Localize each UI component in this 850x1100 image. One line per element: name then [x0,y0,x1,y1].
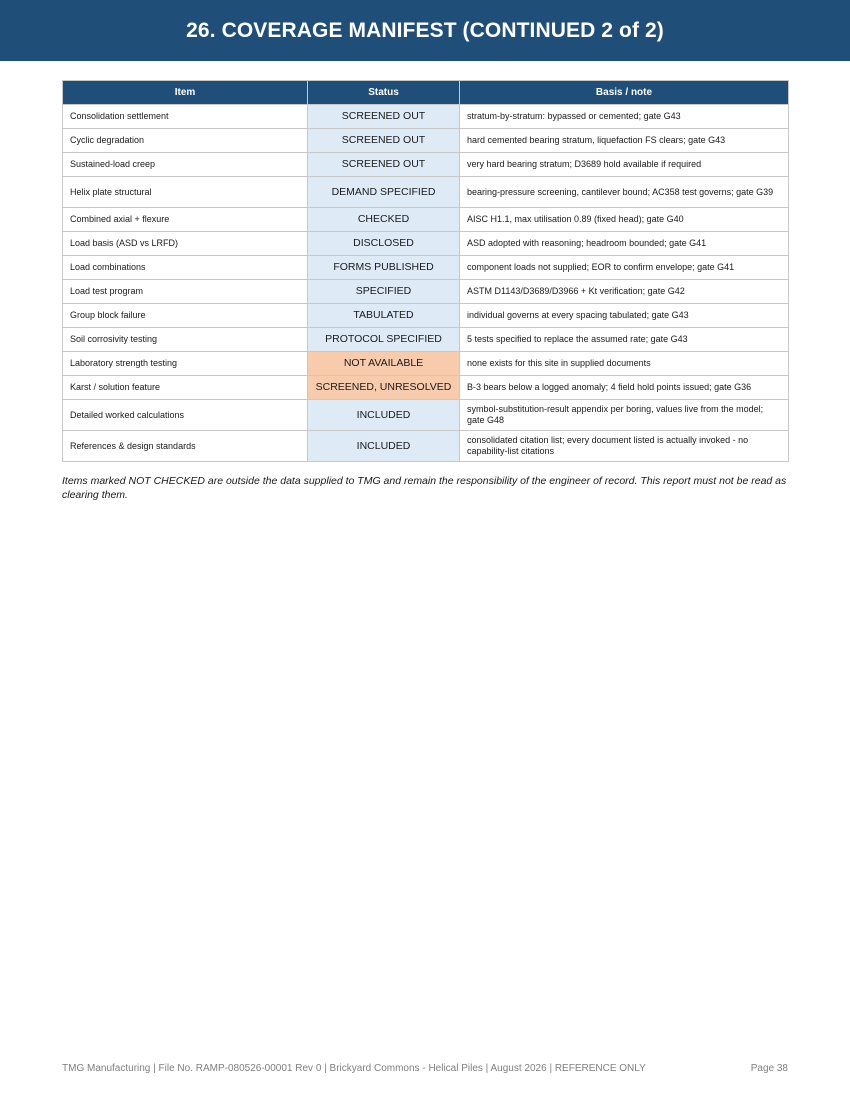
cell-note: B-3 bears below a logged anomaly; 4 field hold points issued; gate G36 [460,376,789,400]
cell-note: none exists for this site in supplied documents [460,352,789,376]
cell-status: SCREENED OUT [308,105,460,129]
cell-item: Consolidation settlement [63,105,308,129]
table-row [63,352,789,376]
table-row [63,376,789,400]
cell-status: INCLUDED [308,431,460,462]
cell-status: DISCLOSED [308,232,460,256]
cell-item: Load basis (ASD vs LRFD) [63,232,308,256]
cell-item: Detailed worked calculations [63,400,308,431]
coverage-manifest-table [62,80,789,462]
cell-item: Group block failure [63,304,308,328]
cell-status: PROTOCOL SPECIFIED [308,328,460,352]
table-header-row [63,81,789,105]
table-row [63,105,789,129]
cell-item: Laboratory strength testing [63,352,308,376]
table-row [63,153,789,177]
cell-note: AISC H1.1, max utilisation 0.89 (fixed head); gate G40 [460,208,789,232]
cell-note: very hard bearing stratum; D3689 hold available if required [460,153,789,177]
cell-item: Combined axial + flexure [63,208,308,232]
table-row [63,177,789,208]
cell-note: ASTM D1143/D3689/D3966 + Kt verification; gate G42 [460,280,789,304]
table-row [63,208,789,232]
cell-note: consolidated citation list; every document listed is actually invoked - no capability-list citations [460,431,789,462]
cell-status: FORMS PUBLISHED [308,256,460,280]
cell-status: SPECIFIED [308,280,460,304]
table-row [63,304,789,328]
cell-note: component loads not supplied; EOR to confirm envelope; gate G41 [460,256,789,280]
table-row [63,328,789,352]
cell-status-warning: SCREENED, UNRESOLVED [308,376,460,400]
cell-item: Karst / solution feature [63,376,308,400]
cell-status: TABULATED [308,304,460,328]
cell-item: Soil corrosivity testing [63,328,308,352]
table-row [63,232,789,256]
cell-note: symbol-substitution-result appendix per boring, values live from the model; gate G48 [460,400,789,431]
cell-item: Load combinations [63,256,308,280]
column-header-basis-note: Basis / note [460,81,789,105]
cell-item: Load test program [63,280,308,304]
footnote: Items marked NOT CHECKED are outside the data supplied to TMG and remain the responsibility of the engineer of record. This report must not be read as clearing them. [62,475,787,501]
table-row [63,431,789,462]
column-header-status: Status [308,81,460,105]
table-row [63,129,789,153]
cell-status: INCLUDED [308,400,460,431]
footer-document-info: TMG Manufacturing | File No. RAMP-080526-00001 Rev 0 | Brickyard Commons - Helical Piles | August 2026 | REFERENCE ONLY [62,1063,646,1074]
column-header-item: Item [63,81,308,105]
cell-status: DEMAND SPECIFIED [308,177,460,208]
table-row [63,256,789,280]
cell-item: Sustained-load creep [63,153,308,177]
cell-status: SCREENED OUT [308,129,460,153]
cell-item: References & design standards [63,431,308,462]
cell-note: ASD adopted with reasoning; headroom bounded; gate G41 [460,232,789,256]
cell-note: hard cemented bearing stratum, liquefaction FS clears; gate G43 [460,129,789,153]
cell-status: SCREENED OUT [308,153,460,177]
cell-status: CHECKED [308,208,460,232]
cell-note: stratum-by-stratum: bypassed or cemented; gate G43 [460,105,789,129]
table-row [63,400,789,431]
cell-item: Helix plate structural [63,177,308,208]
cell-item: Cyclic degradation [63,129,308,153]
section-title: 26. COVERAGE MANIFEST (CONTINUED 2 of 2) [186,18,664,42]
cell-note: bearing-pressure screening, cantilever bound; AC358 test governs; gate G39 [460,177,789,208]
section-title-bar [0,0,850,61]
cell-status-warning: NOT AVAILABLE [308,352,460,376]
footer-page-number: Page 38 [750,1063,788,1074]
table-row [63,280,789,304]
cell-note: 5 tests specified to replace the assumed rate; gate G43 [460,328,789,352]
cell-note: individual governs at every spacing tabulated; gate G43 [460,304,789,328]
